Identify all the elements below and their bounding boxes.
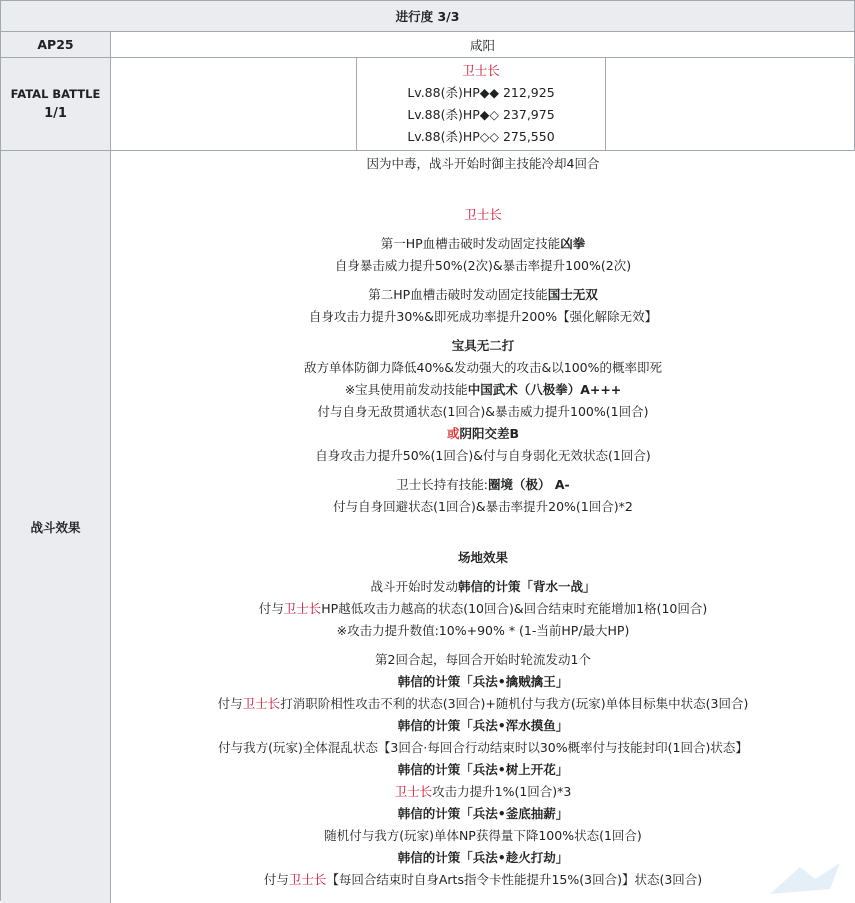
field-start-line: 战斗开始时发动韩信的计策「背水一战」 <box>370 579 596 594</box>
enemy-info-cell <box>357 58 606 150</box>
fatal-battle-count: 1/1 <box>44 106 67 121</box>
enemy-hp-line-3: Lv.88(杀)HP◇◇ 275,550 <box>407 129 555 144</box>
field-formula: ※攻击力提升数值:10%+90% * (1-当前HP/最大HP) <box>336 623 630 638</box>
field-start-desc: 付与卫士长HP越低攻击力越高的状态(10回合)&回合结束时充能增加1格(10回合) <box>258 601 708 616</box>
bar1-skill-line: 第一HP血槽击破时发动固定技能凶拳 <box>380 236 586 251</box>
alt-skill-name: 阴阳交差B <box>459 426 520 441</box>
strategy-1-desc: 付与卫士长打消职阶相性攻击不利的状态(3回合)+随机付与我方(玩家)单体目标集中状态(3回合) <box>217 696 749 711</box>
enemy-hp-line-2: Lv.88(杀)HP◆◇ 237,975 <box>407 107 555 122</box>
fatal-battle-label-cell <box>1 58 111 150</box>
strategy-1-enemy-link[interactable]: 卫士长 <box>242 696 281 711</box>
strategy-5-desc: 付与卫士长【每回合结束时自身Arts指令卡性能提升15%(3回合)】状态(3回合) <box>263 872 703 887</box>
battle-effects-row <box>1 151 855 903</box>
field-start-enemy-link[interactable]: 卫士长 <box>283 601 322 616</box>
strategy-3-desc: 卫士长攻击力提升1%(1回合)*3 <box>394 784 572 799</box>
strategy-4-name: 韩信的计策「兵法•釜底抽薪」 <box>397 806 569 821</box>
alt-skill-line <box>111 425 855 443</box>
progress-row <box>1 1 855 32</box>
np-pre-skill-line: ※宝具使用前发动技能中国武术（八极拳）A+++ <box>344 382 622 397</box>
effects-enemy-link[interactable]: 卫士长 <box>464 207 502 222</box>
fatal-battle-row <box>1 58 855 151</box>
np-desc: 敌方单体防御力降低40%&发动强大的攻击&以100%的概率即死 <box>303 360 662 375</box>
field-start-skill: 韩信的计策「背水一战」 <box>458 579 596 594</box>
strategy-3-enemy-link[interactable]: 卫士长 <box>394 784 433 799</box>
rotation-intro: 第2回合起，每回合开始时轮流发动1个 <box>375 652 591 667</box>
np-pre-skill-desc: 付与自身无敌贯通状态(1回合)&暴击威力提升100%(1回合) <box>317 404 649 419</box>
strategy-3-name: 韩信的计策「兵法•树上开花」 <box>397 762 569 777</box>
bar2-skill-desc: 自身攻击力提升30%&即死成功率提升200%【强化解除无效】 <box>308 309 658 324</box>
strategy-2-name: 韩信的计策「兵法•浑水摸鱼」 <box>397 718 569 733</box>
passive-skill-desc: 付与自身回避状态(1回合)&暴击率提升20%(1回合)*2 <box>333 499 633 514</box>
fatal-battle-label: FATAL BATTLE <box>10 87 101 101</box>
bar1-skill-name: 凶拳 <box>560 236 586 251</box>
watermark-icon <box>760 859 850 899</box>
bar2-skill-name: 国士无双 <box>547 287 598 302</box>
field-effects-title: 场地效果 <box>457 550 508 565</box>
fatal-battle-right-spacer <box>606 58 855 150</box>
enemy-name-link[interactable]: 卫士长 <box>462 63 500 78</box>
or-word: 或 <box>446 426 460 441</box>
poison-intro: 因为中毒，战斗开始时御主技能冷却4回合 <box>366 156 600 171</box>
np-title: 宝具无二打 <box>451 338 515 353</box>
strategy-2-desc: 付与我方(玩家)全体混乱状态【3回合·每回合行动结束时以30%概率付与技能封印(1回合)状态】 <box>218 740 748 755</box>
location-name: 咸阳 <box>111 32 855 57</box>
ap-label: AP25 <box>1 32 111 57</box>
strategy-1-name: 韩信的计策「兵法•擒贼擒王」 <box>397 674 569 689</box>
battle-effects-label: 战斗效果 <box>1 151 111 903</box>
strategy-5-enemy-link[interactable]: 卫士长 <box>288 872 327 887</box>
strategy-5-name: 韩信的计策「兵法•趁火打劫」 <box>397 850 569 865</box>
enemy-hp-line-1: Lv.88(杀)HP◆◆ 212,925 <box>407 85 555 100</box>
fatal-battle-left-spacer <box>111 58 357 150</box>
alt-skill-desc: 自身攻击力提升50%(1回合)&付与自身弱化无效状态(1回合) <box>315 448 651 463</box>
np-pre-skill-name: 中国武术（八极拳）A+++ <box>467 382 622 397</box>
passive-skill-line: 卫士长持有技能:圈境（极） A- <box>396 477 570 492</box>
bar1-skill-desc: 自身暴击威力提升50%(2次)&暴击率提升100%(2次) <box>334 258 632 273</box>
progress-title: 进行度 3/3 <box>1 1 855 31</box>
passive-skill-name: 圈境（极） A- <box>488 477 570 492</box>
ap-row <box>1 32 855 58</box>
strategy-4-desc: 随机付与我方(玩家)单体NP获得量下降100%状态(1回合) <box>324 828 642 843</box>
bar2-skill-line: 第二HP血槽击破时发动固定技能国士无双 <box>368 287 598 302</box>
